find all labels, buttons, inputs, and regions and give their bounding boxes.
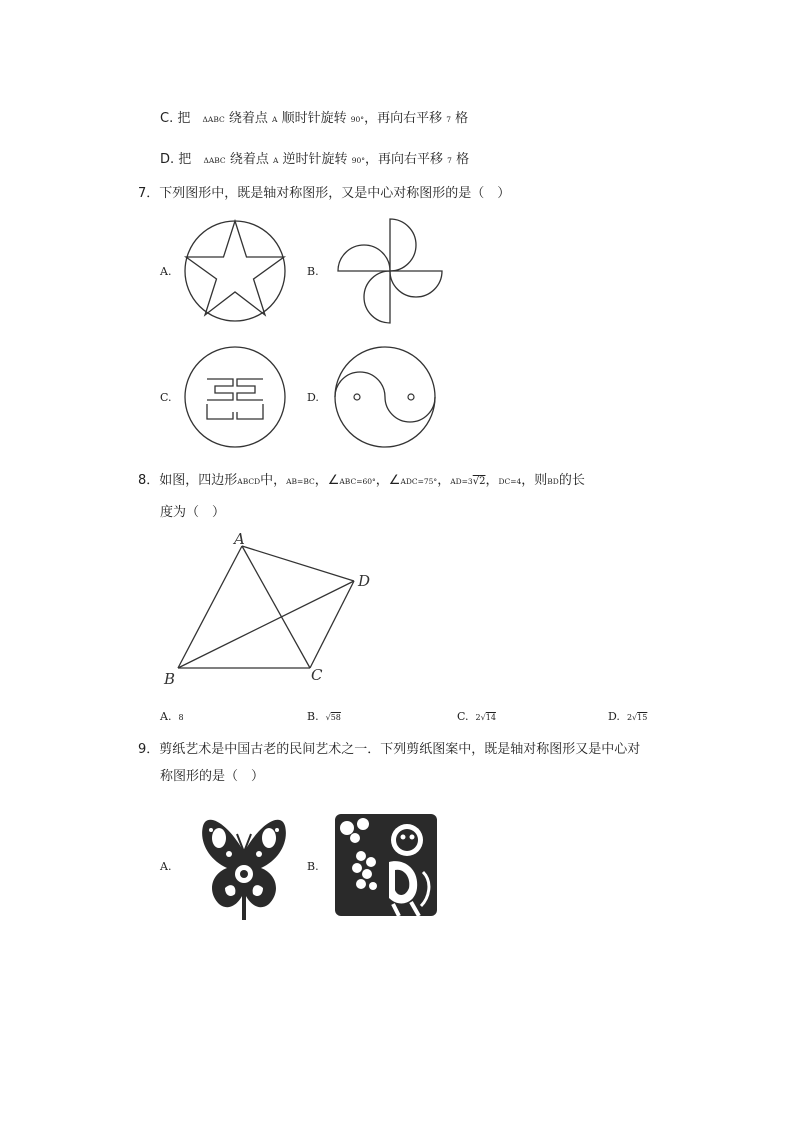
q9-stem-line1: 9．剪纸艺术是中国古老的民间艺术之一．下列剪纸图案中，既是轴对称图形又是中心对 <box>138 742 641 757</box>
q9-stem-line2: 称图形的是（ ） <box>160 769 265 784</box>
q8-option-b: B. √58 <box>307 710 341 723</box>
point-b-label: B <box>164 670 176 688</box>
point-d-label: D <box>358 572 371 590</box>
point-a-label: A <box>234 530 245 548</box>
q7-option-b-label: B. <box>307 265 319 278</box>
q7-option-c-label: C. <box>160 391 172 404</box>
q7-option-d-label: D. <box>307 391 319 404</box>
point-c-label: C <box>311 666 323 684</box>
q8-option-a: A. 8 <box>160 710 184 723</box>
q9-option-b-label: B. <box>307 860 319 873</box>
circle-symbol-figure <box>183 345 287 449</box>
q8-option-c: C. 2√14 <box>457 710 496 723</box>
q8-stem-line2: 度为（ ） <box>160 505 226 520</box>
q8-option-d: D. 2√15 <box>608 710 648 723</box>
q6-option-d: D. 把 ΔABC 绕着点 A 逆时针旋转 90°，再向右平移 7 格 <box>160 152 470 167</box>
monkey-grapes-papercut-image <box>333 812 439 918</box>
butterfly-papercut-image <box>197 812 291 922</box>
q9-option-a-label: A. <box>160 860 172 873</box>
q8-stem-line1: 8．如图，四边形ABCD中，AB=BC，∠ABC=60°，∠ADC=75°，AD=3√2，DC=4，则BD的长 <box>138 473 585 488</box>
quadrilateral-abcd-figure <box>160 530 390 690</box>
yin-yang-figure <box>333 345 437 449</box>
star-in-circle-figure <box>183 219 287 323</box>
q7-stem: 7．下列图形中，既是轴对称图形，又是中心对称图形的是（ ） <box>138 186 511 201</box>
pinwheel-figure <box>337 218 443 324</box>
q6-option-c: C. 把 ΔABC 绕着点 A 顺时针旋转 90°，再向右平移 7 格 <box>160 111 469 126</box>
q7-option-a-label: A. <box>160 265 172 278</box>
